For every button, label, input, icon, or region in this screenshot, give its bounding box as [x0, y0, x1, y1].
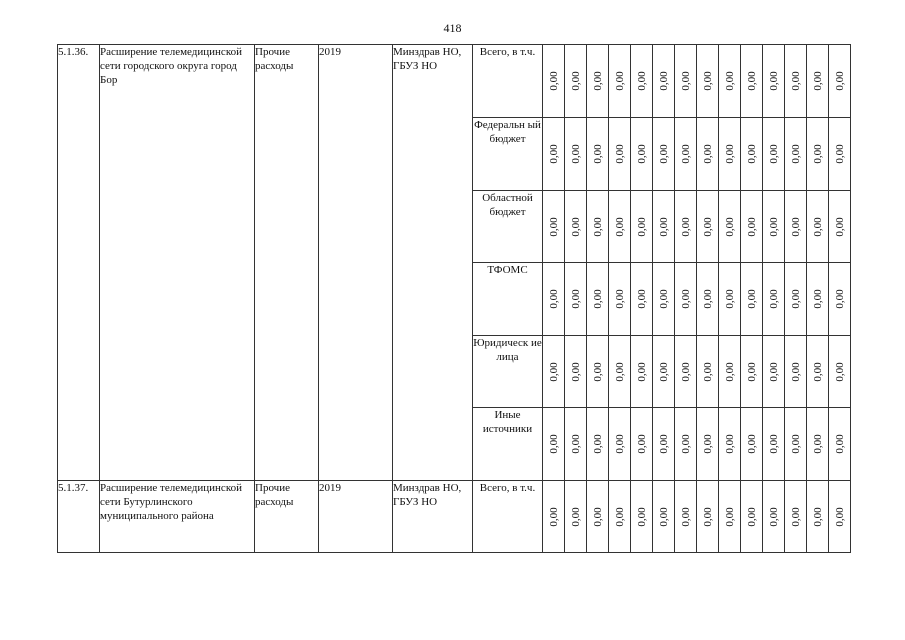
value-cell — [697, 118, 719, 191]
item-code: 5.1.37. — [58, 481, 100, 553]
value-cell — [741, 263, 763, 336]
value-cell — [609, 408, 631, 481]
value-text: 0,00 — [679, 361, 692, 382]
value-text: 0,00 — [789, 144, 802, 164]
value-cell — [807, 118, 829, 191]
value-cell — [785, 408, 807, 481]
value-cell — [565, 45, 587, 118]
value-text: 0,00 — [723, 361, 736, 382]
value-cell — [587, 263, 609, 336]
value-text: 0,00 — [745, 361, 758, 382]
value-text: 0,00 — [833, 289, 846, 309]
value-cell — [829, 408, 851, 481]
value-cell — [609, 191, 631, 263]
value-text: 0,00 — [679, 71, 692, 91]
value-cell — [763, 191, 785, 263]
value-text: 0,00 — [635, 289, 648, 309]
value-cell — [631, 408, 653, 481]
value-text: 0,00 — [591, 361, 604, 382]
value-cell — [653, 408, 675, 481]
value-text: 0,00 — [767, 216, 780, 237]
value-text: 0,00 — [723, 216, 736, 237]
value-text: 0,00 — [811, 289, 824, 309]
value-text: 0,00 — [635, 71, 648, 91]
value-text: 0,00 — [811, 216, 824, 237]
value-cell — [697, 336, 719, 408]
value-text: 0,00 — [723, 289, 736, 309]
value-text: 0,00 — [591, 434, 604, 454]
value-cell — [587, 191, 609, 263]
budget-table — [57, 44, 851, 553]
value-cell — [807, 191, 829, 263]
value-text: 0,00 — [701, 434, 714, 454]
value-cell — [719, 481, 741, 553]
value-cell — [675, 408, 697, 481]
value-cell — [653, 481, 675, 553]
value-cell — [675, 481, 697, 553]
value-cell — [653, 118, 675, 191]
value-text: 0,00 — [591, 289, 604, 309]
value-text: 0,00 — [613, 216, 626, 237]
table-row — [58, 481, 851, 553]
value-text: 0,00 — [635, 216, 648, 237]
value-text: 0,00 — [701, 289, 714, 309]
value-text: 0,00 — [613, 289, 626, 309]
value-text: 0,00 — [613, 434, 626, 454]
value-cell — [653, 263, 675, 336]
value-cell — [609, 263, 631, 336]
value-text: 0,00 — [723, 434, 736, 454]
value-text: 0,00 — [569, 216, 582, 237]
value-text: 0,00 — [635, 506, 648, 527]
funding-source-label: Юридическ ие лица — [473, 336, 543, 408]
funding-source-label: Областной бюджет — [473, 191, 543, 263]
value-text: 0,00 — [569, 144, 582, 164]
value-text: 0,00 — [767, 289, 780, 309]
value-text: 0,00 — [657, 289, 670, 309]
value-text: 0,00 — [547, 71, 560, 91]
value-text: 0,00 — [767, 361, 780, 382]
value-cell — [807, 336, 829, 408]
table-row — [58, 45, 851, 118]
value-text: 0,00 — [547, 506, 560, 527]
value-text: 0,00 — [811, 144, 824, 164]
value-cell — [829, 336, 851, 408]
value-text: 0,00 — [701, 506, 714, 527]
expense-type: Прочие расходы — [255, 45, 319, 481]
value-cell — [543, 118, 565, 191]
value-text: 0,00 — [569, 506, 582, 527]
value-text: 0,00 — [701, 71, 714, 91]
value-cell — [741, 45, 763, 118]
value-cell — [807, 408, 829, 481]
value-text: 0,00 — [679, 144, 692, 164]
value-text: 0,00 — [811, 506, 824, 527]
value-cell — [609, 336, 631, 408]
value-text: 0,00 — [679, 434, 692, 454]
value-text: 0,00 — [833, 434, 846, 454]
value-text: 0,00 — [613, 71, 626, 91]
value-text: 0,00 — [811, 361, 824, 382]
value-text: 0,00 — [701, 144, 714, 164]
value-text: 0,00 — [767, 434, 780, 454]
value-text: 0,00 — [657, 434, 670, 454]
value-cell — [763, 45, 785, 118]
value-cell — [785, 263, 807, 336]
value-text: 0,00 — [701, 216, 714, 237]
value-cell — [741, 191, 763, 263]
value-cell — [631, 191, 653, 263]
value-text: 0,00 — [745, 71, 758, 91]
value-text: 0,00 — [657, 361, 670, 382]
value-cell — [587, 408, 609, 481]
value-cell — [741, 118, 763, 191]
value-text: 0,00 — [701, 361, 714, 382]
value-cell — [653, 45, 675, 118]
item-year: 2019 — [319, 481, 393, 553]
value-text: 0,00 — [789, 434, 802, 454]
value-text: 0,00 — [833, 361, 846, 382]
value-text: 0,00 — [657, 144, 670, 164]
value-cell — [675, 118, 697, 191]
value-cell — [565, 481, 587, 553]
value-cell — [719, 191, 741, 263]
value-text: 0,00 — [723, 144, 736, 164]
value-cell — [609, 45, 631, 118]
value-text: 0,00 — [767, 144, 780, 164]
value-text: 0,00 — [811, 71, 824, 91]
value-text: 0,00 — [657, 216, 670, 237]
value-cell — [829, 45, 851, 118]
value-cell — [719, 45, 741, 118]
value-text: 0,00 — [679, 506, 692, 527]
value-text: 0,00 — [547, 289, 560, 309]
value-cell — [763, 118, 785, 191]
value-cell — [807, 45, 829, 118]
value-cell — [697, 408, 719, 481]
value-cell — [807, 481, 829, 553]
value-cell — [719, 263, 741, 336]
value-cell — [785, 45, 807, 118]
value-text: 0,00 — [789, 216, 802, 237]
value-text: 0,00 — [635, 434, 648, 454]
item-code: 5.1.36. — [58, 45, 100, 481]
funding-source-label: Федеральн ый бюджет — [473, 118, 543, 191]
value-text: 0,00 — [723, 71, 736, 91]
funding-source-label: ТФОМС — [473, 263, 543, 336]
value-cell — [741, 481, 763, 553]
value-cell — [763, 336, 785, 408]
value-cell — [653, 191, 675, 263]
value-cell — [719, 408, 741, 481]
value-cell — [675, 191, 697, 263]
value-text: 0,00 — [767, 71, 780, 91]
value-cell — [785, 481, 807, 553]
funding-source-label: Всего, в т.ч. — [473, 45, 543, 118]
value-cell — [829, 481, 851, 553]
value-cell — [543, 191, 565, 263]
value-cell — [631, 336, 653, 408]
value-text: 0,00 — [591, 71, 604, 91]
executor: Минздрав НО, ГБУЗ НО — [393, 45, 473, 481]
value-cell — [543, 45, 565, 118]
value-cell — [741, 408, 763, 481]
value-text: 0,00 — [767, 506, 780, 527]
value-text: 0,00 — [569, 71, 582, 91]
value-text: 0,00 — [745, 434, 758, 454]
value-text: 0,00 — [613, 144, 626, 164]
value-text: 0,00 — [789, 71, 802, 91]
value-cell — [609, 481, 631, 553]
value-cell — [631, 481, 653, 553]
value-cell — [587, 118, 609, 191]
value-cell — [565, 118, 587, 191]
value-text: 0,00 — [569, 289, 582, 309]
value-text: 0,00 — [833, 506, 846, 527]
value-cell — [697, 263, 719, 336]
item-name: Расширение телемедицинской сети Бутурлинского муниципального района — [100, 481, 255, 553]
value-cell — [609, 118, 631, 191]
value-text: 0,00 — [833, 216, 846, 237]
value-text: 0,00 — [745, 289, 758, 309]
page-number: 418 — [443, 21, 462, 35]
value-text: 0,00 — [789, 289, 802, 309]
value-cell — [543, 263, 565, 336]
value-cell — [741, 336, 763, 408]
value-cell — [587, 336, 609, 408]
value-text: 0,00 — [569, 361, 582, 382]
value-cell — [785, 118, 807, 191]
item-name: Расширение телемедицинской сети городского округа город Бор — [100, 45, 255, 481]
value-cell — [697, 481, 719, 553]
value-cell — [763, 263, 785, 336]
executor: Минздрав НО, ГБУЗ НО — [393, 481, 473, 553]
value-cell — [653, 336, 675, 408]
value-cell — [565, 408, 587, 481]
value-cell — [631, 118, 653, 191]
value-cell — [807, 263, 829, 336]
value-text: 0,00 — [789, 506, 802, 527]
value-text: 0,00 — [679, 289, 692, 309]
value-cell — [719, 336, 741, 408]
value-cell — [565, 191, 587, 263]
value-text: 0,00 — [547, 361, 560, 382]
value-text: 0,00 — [591, 144, 604, 164]
value-cell — [697, 45, 719, 118]
value-cell — [829, 191, 851, 263]
value-text: 0,00 — [745, 216, 758, 237]
value-text: 0,00 — [569, 434, 582, 454]
value-text: 0,00 — [789, 361, 802, 382]
value-cell — [763, 481, 785, 553]
value-text: 0,00 — [657, 71, 670, 91]
value-text: 0,00 — [547, 144, 560, 164]
value-cell — [565, 263, 587, 336]
value-text: 0,00 — [657, 506, 670, 527]
value-cell — [675, 45, 697, 118]
value-text: 0,00 — [547, 216, 560, 237]
value-cell — [587, 481, 609, 553]
value-cell — [785, 336, 807, 408]
value-cell — [785, 191, 807, 263]
funding-source-label: Всего, в т.ч. — [473, 481, 543, 553]
value-cell — [587, 45, 609, 118]
expense-type: Прочие расходы — [255, 481, 319, 553]
value-text: 0,00 — [723, 506, 736, 527]
value-cell — [719, 118, 741, 191]
value-text: 0,00 — [833, 144, 846, 164]
value-cell — [543, 336, 565, 408]
value-text: 0,00 — [547, 434, 560, 454]
value-text: 0,00 — [745, 144, 758, 164]
value-text: 0,00 — [811, 434, 824, 454]
value-text: 0,00 — [635, 144, 648, 164]
value-cell — [543, 481, 565, 553]
value-cell — [675, 336, 697, 408]
value-text: 0,00 — [591, 506, 604, 527]
value-cell — [631, 45, 653, 118]
value-cell — [565, 336, 587, 408]
value-cell — [543, 408, 565, 481]
item-year: 2019 — [319, 45, 393, 481]
value-cell — [697, 191, 719, 263]
value-cell — [675, 263, 697, 336]
value-text: 0,00 — [679, 216, 692, 237]
value-text: 0,00 — [635, 361, 648, 382]
value-text: 0,00 — [613, 506, 626, 527]
value-cell — [763, 408, 785, 481]
value-text: 0,00 — [613, 361, 626, 382]
value-cell — [631, 263, 653, 336]
value-text: 0,00 — [833, 71, 846, 91]
value-text: 0,00 — [745, 506, 758, 527]
value-text: 0,00 — [591, 216, 604, 237]
funding-source-label: Иные источники — [473, 408, 543, 481]
value-cell — [829, 118, 851, 191]
value-cell — [829, 263, 851, 336]
